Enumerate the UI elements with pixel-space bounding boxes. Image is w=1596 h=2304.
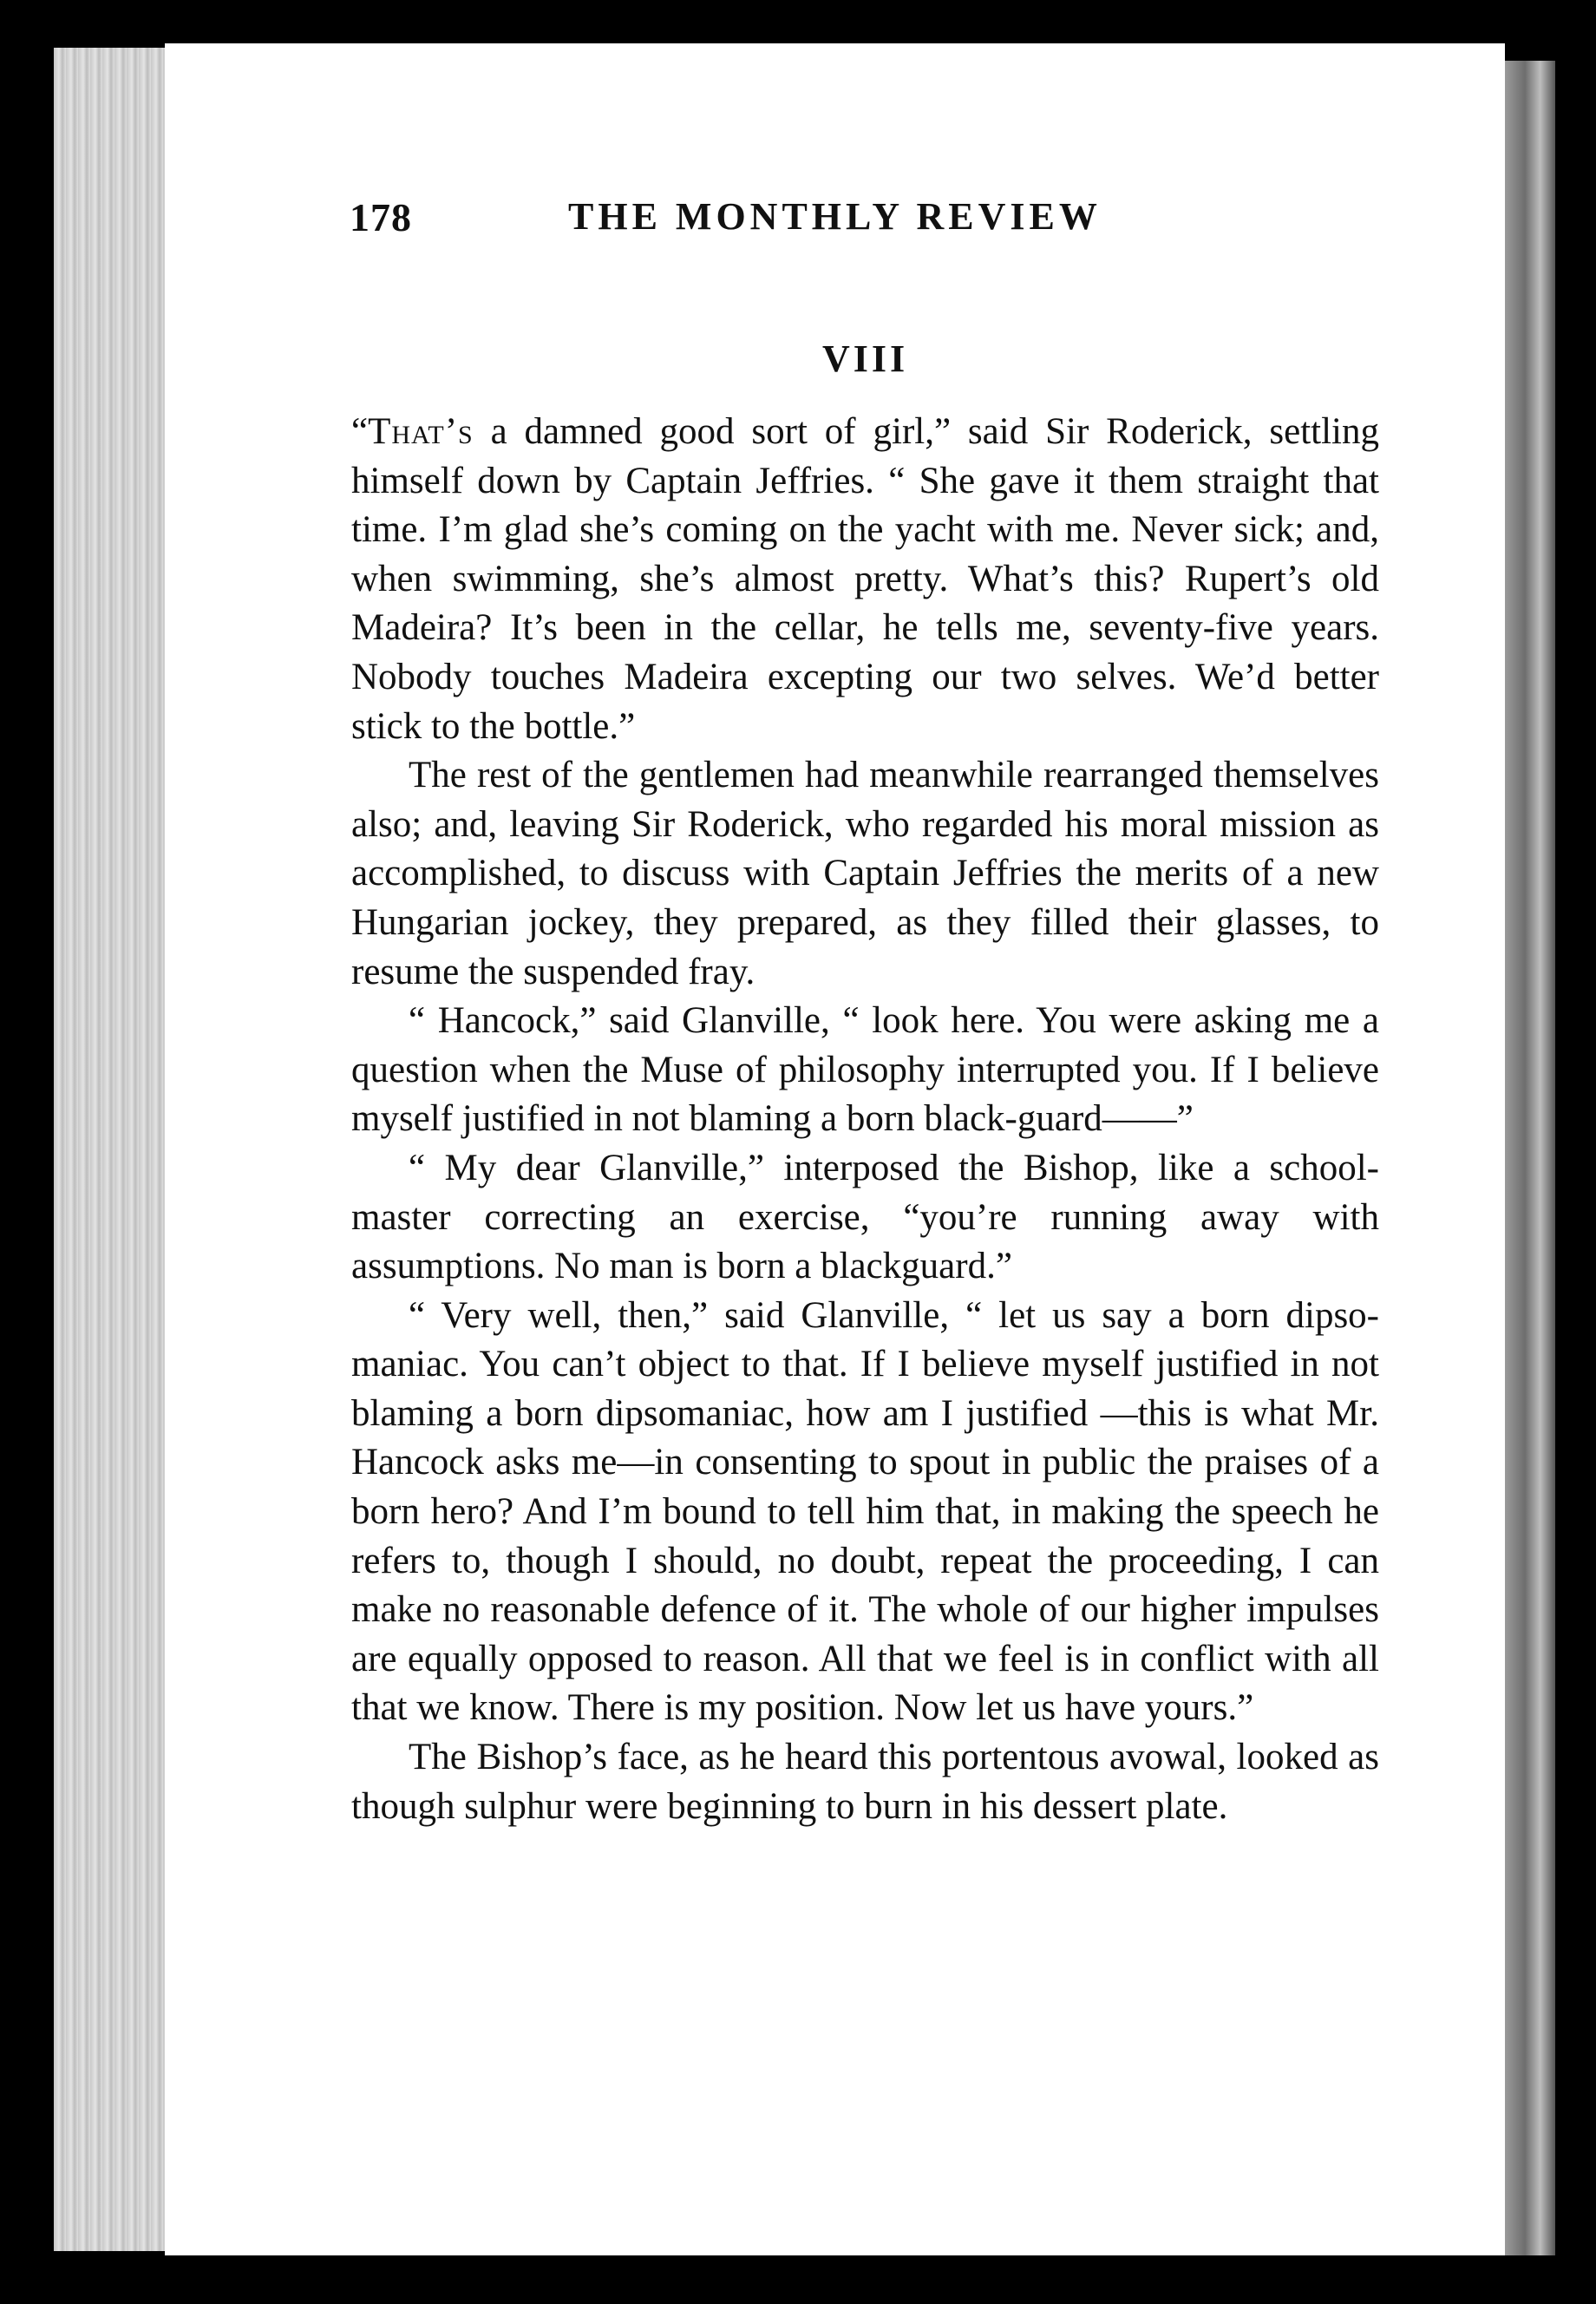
paragraph-5: “ Very well, then,” said Glanville, “ let us say a born dipso-maniac. You can’t object to that. If I believe myself justified in not blaming a born dipsomaniac, how am I justified —this is what Mr. Hancock asks me—in consenting to spout in public the praises of a born hero? And I’m bound to tell him that, in making the speech he refers to, though I should, no doubt, repeat the proceeding, I can make no reasonable defence of it. The whole of our higher impulses are equally opposed to reason. All that we feel is in conflict with all that we know. There is my position. Now let us have yours.”	[351, 1294, 1379, 1729]
paragraph-3: “ Hancock,” said Glanville, “ look here. You were asking me a question when the Muse of philosophy interrupted you. If I believe myself justified in not blaming a born black-guard——”	[351, 1000, 1379, 1140]
paragraph-4: “ My dear Glanville,” interposed the Bishop, like a school-master correcting an exercise, “you’re running away with assumptions. No man is born a blackguard.”	[351, 1147, 1379, 1287]
paragraph-1-text: a damned good sort of girl,” said Sir Roderick, settling himself down by Captain Jeffries. “ She gave it them straight that time. I’m glad she’s coming on the yacht with me. Never sick; and, when swimming, she’s almost pretty. What’s this? Rupert’s old Madeira? It’s been in the cellar, he tells me, seventy-five years. Nobody touches Madeira excepting our two selves. We’d better stick to the bottle.”	[351, 411, 1379, 747]
running-title: THE MONTHLY REVIEW	[568, 195, 1102, 238]
paragraph-6: The Bishop’s face, as he heard this portentous avowal, looked as though sulphur were beginning to burn in his dessert plate.	[351, 1737, 1379, 1827]
paragraph-2: The rest of the gentlemen had meanwhile rearranged themselves also; and, leaving Sir Roderick, who regarded his moral mission as accomplished, to discuss with Captain Jeffries the merits of a new Hungarian jockey, they prepared, as they filled their glasses, to resume the suspended fray.	[351, 755, 1379, 992]
page-number: 178	[350, 195, 412, 239]
opening-quote: “	[351, 411, 369, 452]
paragraph-lead-word: That’s	[368, 411, 474, 452]
paragraph-1	[351, 408, 1379, 751]
running-header	[350, 194, 1390, 246]
body-text	[351, 408, 1379, 1831]
chapter-heading: VIII	[822, 337, 909, 380]
page-gutter-shadow	[1505, 61, 1555, 2255]
page-stack-edge	[54, 48, 167, 2251]
